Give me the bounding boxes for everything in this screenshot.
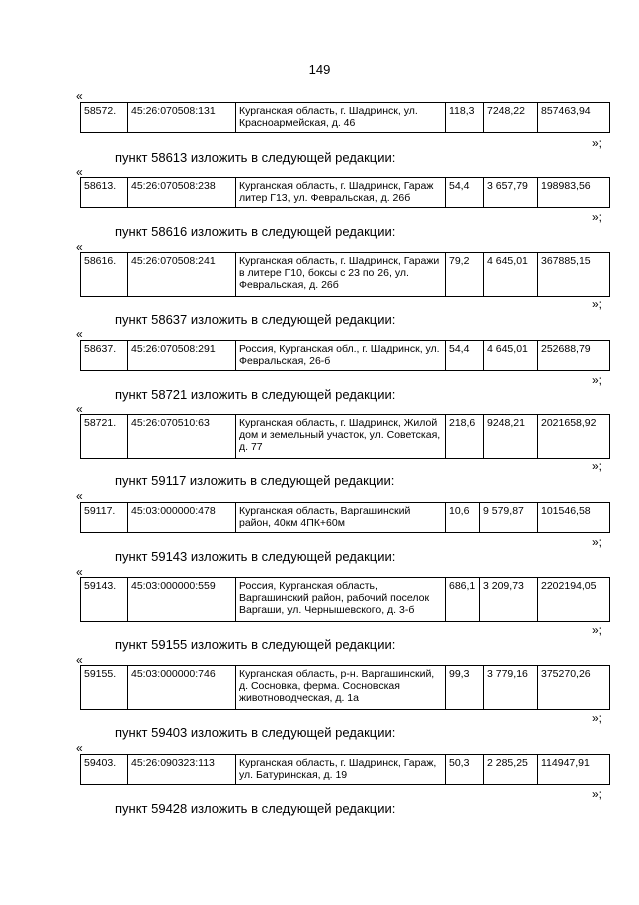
cell-number: 58572. xyxy=(81,103,128,133)
close-quote: »; xyxy=(592,373,603,387)
cell-rate: 4 645,01 xyxy=(484,341,538,371)
cell-rate: 2 285,25 xyxy=(484,755,538,785)
close-quote: »; xyxy=(592,297,603,311)
cell-cadastral-number: 45:03:000000:746 xyxy=(128,666,236,710)
amendment-intro: пункт 58637 изложить в следующей редакции: xyxy=(115,312,396,327)
cell-area: 218,6 xyxy=(446,415,484,459)
open-quote: « xyxy=(76,653,83,667)
table-row xyxy=(80,754,610,785)
cell-value: 252688,79 xyxy=(538,341,610,371)
cell-area: 686,1 xyxy=(446,578,480,622)
table-row xyxy=(80,577,610,622)
cell-area: 54,4 xyxy=(446,178,484,208)
cell-cadastral-number: 45:26:070508:238 xyxy=(128,178,236,208)
amendment-intro: пункт 58613 изложить в следующей редакции: xyxy=(115,150,396,165)
cell-cadastral-number: 45:26:090323:113 xyxy=(128,755,236,785)
amendment-intro: пункт 59428 изложить в следующей редакции: xyxy=(115,801,396,816)
close-quote: »; xyxy=(592,623,603,637)
close-quote: »; xyxy=(592,787,603,801)
cell-rate: 3 657,79 xyxy=(484,178,538,208)
cell-address: Курганская область, г. Шадринск, Гараж, ул. Батуринская, д. 19 xyxy=(236,755,446,785)
cell-address: Россия, Курганская обл., г. Шадринск, ул. Февральская, 26-б xyxy=(236,341,446,371)
page-number: 149 xyxy=(308,62,331,77)
cell-value: 857463,94 xyxy=(538,103,610,133)
cell-address: Курганская область, Варгашинский район, 40км 4ПК+60м xyxy=(236,503,446,533)
open-quote: « xyxy=(76,741,83,755)
open-quote: « xyxy=(76,402,83,416)
cell-rate: 3 209,73 xyxy=(480,578,538,622)
cell-area: 54,4 xyxy=(446,341,484,371)
cell-rate: 9248,21 xyxy=(484,415,538,459)
cell-cadastral-number: 45:03:000000:559 xyxy=(128,578,236,622)
amendment-intro: пункт 59155 изложить в следующей редакции: xyxy=(115,637,396,652)
table-row xyxy=(80,502,610,533)
cell-rate: 4 645,01 xyxy=(484,253,538,297)
cell-address: Курганская область, г. Шадринск, ул. Красноармейская, д. 46 xyxy=(236,103,446,133)
cell-number: 59117. xyxy=(81,503,128,533)
cell-number: 59155. xyxy=(81,666,128,710)
cell-number: 59403. xyxy=(81,755,128,785)
open-quote: « xyxy=(76,165,83,179)
cell-cadastral-number: 45:26:070508:291 xyxy=(128,341,236,371)
cell-address: Курганская область, г. Шадринск, Гаражи в литере Г10, боксы с 23 по 26, ул. Февральская, д. 26б xyxy=(236,253,446,297)
cell-address: Россия, Курганская область, Варгашинский район, рабочий поселок Варгаши, ул. Чернышевского, д. 3-б xyxy=(236,578,446,622)
cell-area: 118,3 xyxy=(446,103,484,133)
cell-area: 10,6 xyxy=(446,503,480,533)
cell-rate: 7248,22 xyxy=(484,103,538,133)
amendment-intro: пункт 58616 изложить в следующей редакции: xyxy=(115,224,396,239)
cell-cadastral-number: 45:26:070510:63 xyxy=(128,415,236,459)
cell-number: 58637. xyxy=(81,341,128,371)
amendment-intro: пункт 59143 изложить в следующей редакции: xyxy=(115,549,396,564)
cell-value: 198983,56 xyxy=(538,178,610,208)
open-quote: « xyxy=(76,327,83,341)
open-quote: « xyxy=(76,240,83,254)
cell-area: 99,3 xyxy=(446,666,484,710)
cell-address: Курганская область, г. Шадринск, Гараж литер Г13, ул. Февральская, д. 26б xyxy=(236,178,446,208)
cell-value: 114947,91 xyxy=(538,755,610,785)
table-row xyxy=(80,414,610,459)
cell-rate: 3 779,16 xyxy=(484,666,538,710)
cell-cadastral-number: 45:03:000000:478 xyxy=(128,503,236,533)
cell-address: Курганская область, р-н. Варгашинский, д. Сосновка, ферма. Сосновская животноводческая, д. 1а xyxy=(236,666,446,710)
amendment-intro: пункт 59403 изложить в следующей редакции: xyxy=(115,725,396,740)
cell-value: 367885,15 xyxy=(538,253,610,297)
cell-number: 59143. xyxy=(81,578,128,622)
cell-cadastral-number: 45:26:070508:241 xyxy=(128,253,236,297)
cell-area: 50,3 xyxy=(446,755,484,785)
cell-number: 58613. xyxy=(81,178,128,208)
amendment-intro: пункт 58721 изложить в следующей редакции: xyxy=(115,387,396,402)
open-quote: « xyxy=(76,89,83,103)
cell-number: 58721. xyxy=(81,415,128,459)
cell-value: 2021658,92 xyxy=(538,415,610,459)
cell-rate: 9 579,87 xyxy=(480,503,538,533)
close-quote: »; xyxy=(592,711,603,725)
table-row xyxy=(80,177,610,208)
table-row xyxy=(80,340,610,371)
cell-address: Курганская область, г. Шадринск, Жилой дом и земельный участок, ул. Советская, д. 77 xyxy=(236,415,446,459)
open-quote: « xyxy=(76,565,83,579)
cell-area: 79,2 xyxy=(446,253,484,297)
cell-value: 2202194,05 xyxy=(538,578,610,622)
table-row xyxy=(80,252,610,297)
close-quote: »; xyxy=(592,136,603,150)
open-quote: « xyxy=(76,489,83,503)
cell-value: 375270,26 xyxy=(538,666,610,710)
cell-cadastral-number: 45:26:070508:131 xyxy=(128,103,236,133)
table-row xyxy=(80,665,610,710)
table-row xyxy=(80,102,610,133)
amendment-intro: пункт 59117 изложить в следующей редакции: xyxy=(115,473,395,488)
close-quote: »; xyxy=(592,459,603,473)
cell-value: 101546,58 xyxy=(538,503,610,533)
cell-number: 58616. xyxy=(81,253,128,297)
close-quote: »; xyxy=(592,535,603,549)
close-quote: »; xyxy=(592,210,603,224)
